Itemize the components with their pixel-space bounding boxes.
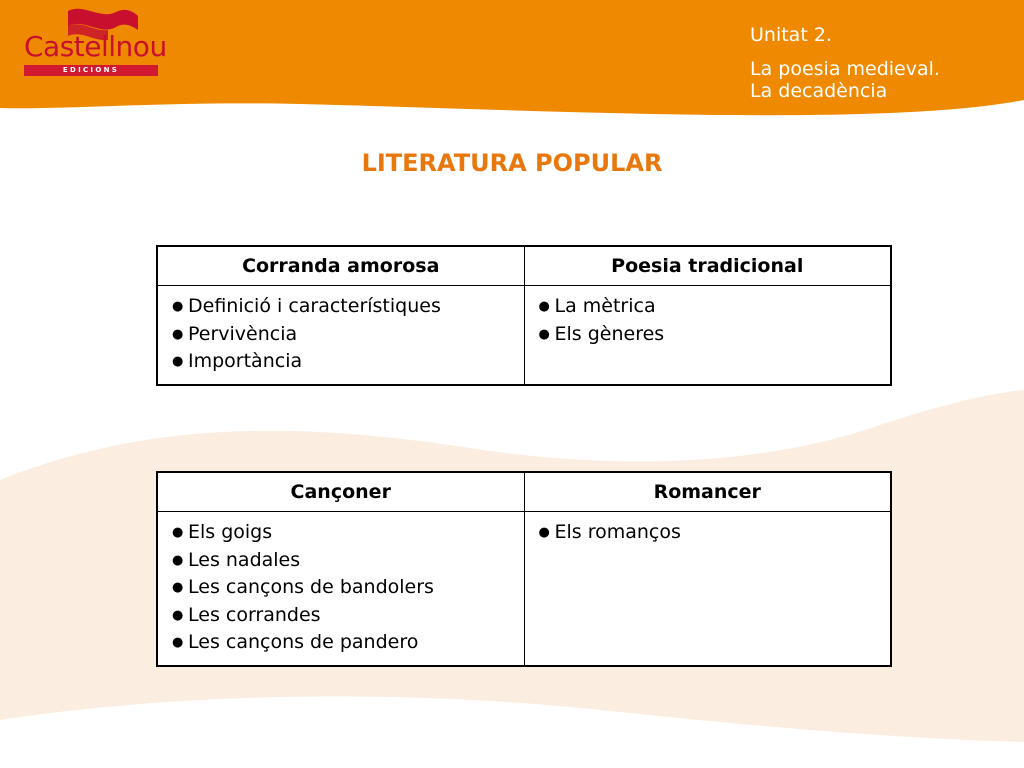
list-item	[170, 519, 516, 547]
list-item-text: Importància	[188, 350, 303, 372]
bullet-icon: ●	[172, 635, 184, 650]
bullet-list	[170, 293, 516, 376]
list-item-text: Els romanços	[554, 521, 681, 543]
table-cell	[157, 512, 524, 666]
list-item	[170, 547, 516, 575]
table-cell	[157, 286, 524, 385]
bullet-icon: ●	[172, 552, 184, 568]
list-item-text: Pervivència	[188, 322, 298, 345]
list-item-text: Les cançons de pandero	[188, 631, 419, 653]
bullet-icon: ●	[172, 525, 184, 540]
table-header-row	[157, 472, 891, 512]
list-item	[170, 293, 516, 321]
table-cell	[524, 286, 891, 385]
column-header-canconer: Cançoner	[157, 472, 524, 512]
column-header-romancer: Romancer	[524, 472, 891, 512]
bullet-icon: ●	[538, 525, 550, 540]
slide-title: LITERATURA POPULAR	[361, 149, 663, 177]
list-item	[170, 629, 516, 657]
list-item	[170, 348, 516, 376]
list-item-text: Els goigs	[188, 521, 273, 543]
bullet-list	[170, 519, 516, 657]
bullet-icon: ●	[538, 299, 550, 314]
list-item	[537, 519, 883, 547]
list-item-text: Les nadales	[188, 548, 301, 571]
list-item-text: La mètrica	[554, 295, 656, 317]
table-row	[157, 512, 891, 666]
list-item-text: Definició i característiques	[188, 295, 441, 317]
bullet-list	[537, 519, 883, 547]
topic-table-2	[156, 471, 892, 667]
list-item-text: Les corrandes	[188, 603, 321, 626]
column-header-corranda: Corranda amorosa	[157, 246, 524, 286]
table-cell	[524, 512, 891, 666]
bullet-icon: ●	[172, 580, 184, 595]
logo-tagline: EDICIONS	[24, 65, 158, 76]
list-item-text: Els gèneres	[554, 322, 665, 345]
table-header-row	[157, 246, 891, 286]
column-header-poesia-tradicional: Poesia tradicional	[524, 246, 891, 286]
list-item	[170, 602, 516, 630]
unit-info	[750, 24, 940, 102]
list-item	[537, 293, 883, 321]
bullet-icon: ●	[172, 607, 184, 623]
table-row	[157, 286, 891, 385]
castellnou-logo	[24, 8, 167, 80]
list-item	[170, 574, 516, 602]
unit-title-line-2: La decadència	[750, 80, 888, 102]
unit-title-line-1: La poesia medieval.	[750, 58, 940, 80]
bullet-icon: ●	[538, 326, 550, 342]
bullet-icon: ●	[172, 299, 184, 314]
bullet-list	[537, 293, 883, 348]
list-item-text: Les cançons de bandolers	[188, 576, 434, 598]
unit-label: Unitat 2.	[750, 24, 832, 46]
topic-table-1	[156, 245, 892, 386]
logo-wordmark: Castellnou	[24, 30, 167, 63]
list-item	[170, 321, 516, 349]
bullet-icon: ●	[172, 326, 184, 342]
bullet-icon: ●	[172, 354, 184, 369]
list-item	[537, 321, 883, 349]
